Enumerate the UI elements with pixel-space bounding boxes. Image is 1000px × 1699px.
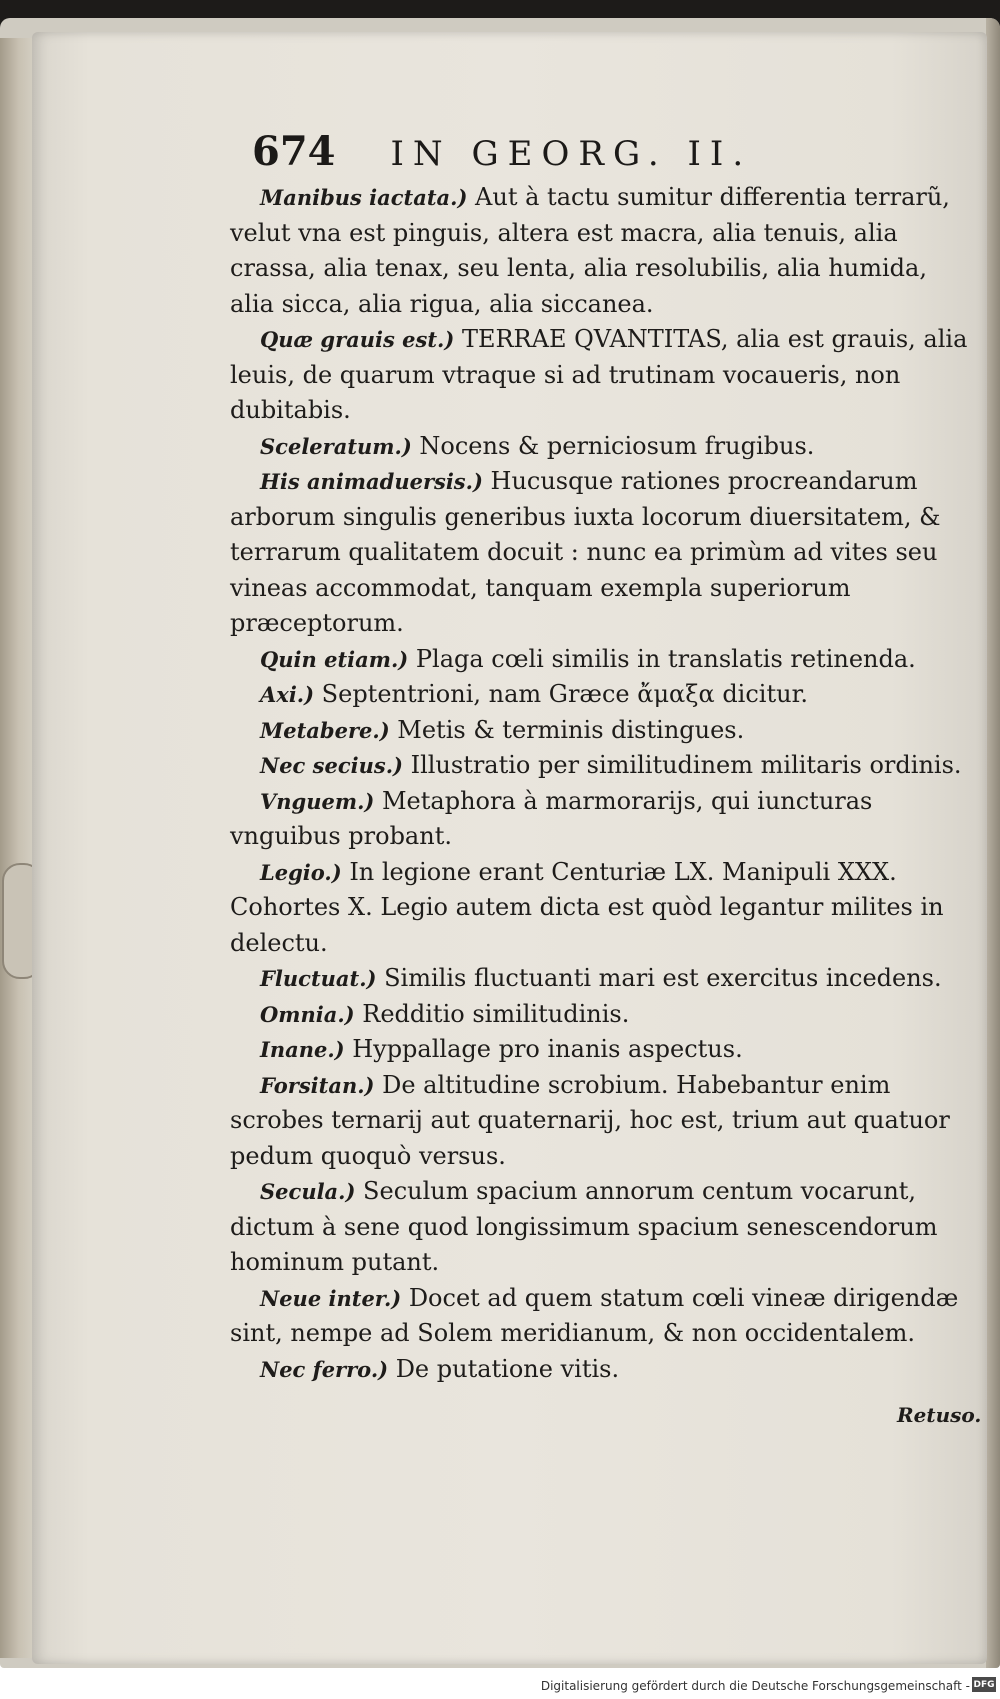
gloss: De putatione vitis. [388,1354,620,1383]
gloss: Illustratio per similitudinem militaris ordinis. [402,751,962,779]
lemma: His animaduersis.) [260,469,483,494]
lemma: Fluctuat.) [260,966,377,991]
lemma: Inane.) [260,1037,345,1062]
page-header [252,128,852,188]
commentary-entry [230,855,975,962]
commentary-entry [230,784,975,855]
gloss: In legione erant Centuriæ LX. Manipuli XXX. Cohortes X. Legio autem dicta est quòd legantur milites in delectu. [230,857,944,957]
gloss: Redditio similitudinis. [354,999,630,1028]
digitization-credit: Digitalisierung gefördert durch die Deutsche Forschungsgemeinschaft - [540,1679,970,1693]
gloss: Plaga cœli similis in translatis retinenda. [408,644,916,673]
lemma: Forsitan.) [260,1072,375,1098]
gloss: Hyppallage pro inanis aspectus. [344,1035,743,1063]
gloss: Aut à tactu sumitur differentia terrarũ, velut vna est pinguis, altera est macra, alia tenuis, alia crassa, alia tenax, seu lenta, alia resolubilis, alia humida, alia sicca, alia rigua, alia siccanea. [230,183,950,318]
gloss: Seculum spacium annorum centum vocarunt, dictum à sene quod longissimum spacium senescendorum hominum putant. [230,1177,938,1276]
commentary-entry [230,1281,975,1352]
commentary-entry [230,322,975,429]
lemma: Metabere.) [260,717,390,743]
catchword: Retuso. [897,1403,982,1427]
commentary-entry [230,1352,975,1388]
commentary-entry [230,748,975,784]
commentary-entry [230,180,975,322]
lemma: Nec ferro.) [260,1356,389,1382]
commentary-entry [230,642,975,678]
commentary-entry [230,713,975,749]
lemma: Omnia.) [260,1001,355,1027]
lemma: Nec secius.) [260,753,403,778]
gloss: Nocens & perniciosum frugibus. [411,431,815,460]
lemma: Sceleratum.) [260,433,412,459]
gloss: Septentrioni, nam Græce ἄμαξα dicitur. [314,680,809,708]
gloss: Metis & terminis distingues. [389,715,745,744]
book-scan [0,18,1000,1668]
commentary-text [230,180,975,1387]
lemma: Neue inter.) [260,1285,402,1311]
lemma: Manibus iactata.) [260,185,468,210]
commentary-entry [230,1068,975,1175]
lemma: Quæ grauis est.) [260,327,455,352]
lemma: Secula.) [260,1179,356,1204]
commentary-entry [230,464,975,642]
gloss: Similis fluctuanti mari est exercitus incedens. [376,964,942,992]
book-spine [0,38,34,1658]
lemma: Axi.) [260,682,315,707]
dfg-logo-icon: DFG [972,1677,996,1692]
lemma: Quin etiam.) [260,646,409,672]
gloss: Docet ad quem statum cœli vineæ dirigendæ sint, nempe ad Solem meridianum, & non occidentalem. [230,1283,959,1347]
commentary-entry [230,429,975,465]
gloss: TERRAE QVANTITAS, alia est grauis, alia leuis, de quarum vtraque si ad trutinam vocaueris, non dubitabis. [230,325,968,424]
commentary-entry [230,1174,975,1281]
commentary-entry [230,997,975,1033]
page-number: 674 [252,128,336,175]
commentary-entry [230,677,975,713]
commentary-entry [230,961,975,997]
gloss: De altitudine scrobium. Habebantur enim scrobes ternarij aut quaternarij, hoc est, trium aut quatuor pedum quoquò versus. [230,1070,950,1170]
commentary-entry [230,1032,975,1068]
lemma: Legio.) [260,859,342,885]
lemma: Vnguem.) [260,788,375,814]
gloss: Metaphora à marmorarijs, qui iuncturas vnguibus probant. [230,786,873,850]
gloss: Hucusque rationes procreandarum arborum singulis generibus iuxta locorum diuersitatem, & terrarum qualitatem docuit : nunc ea primùm ad vites seu vineas accommodat, tanquam exempla superiorum præceptorum. [230,467,941,637]
page-edge [986,18,1000,1668]
running-title: IN GEORG. II. [390,134,753,174]
